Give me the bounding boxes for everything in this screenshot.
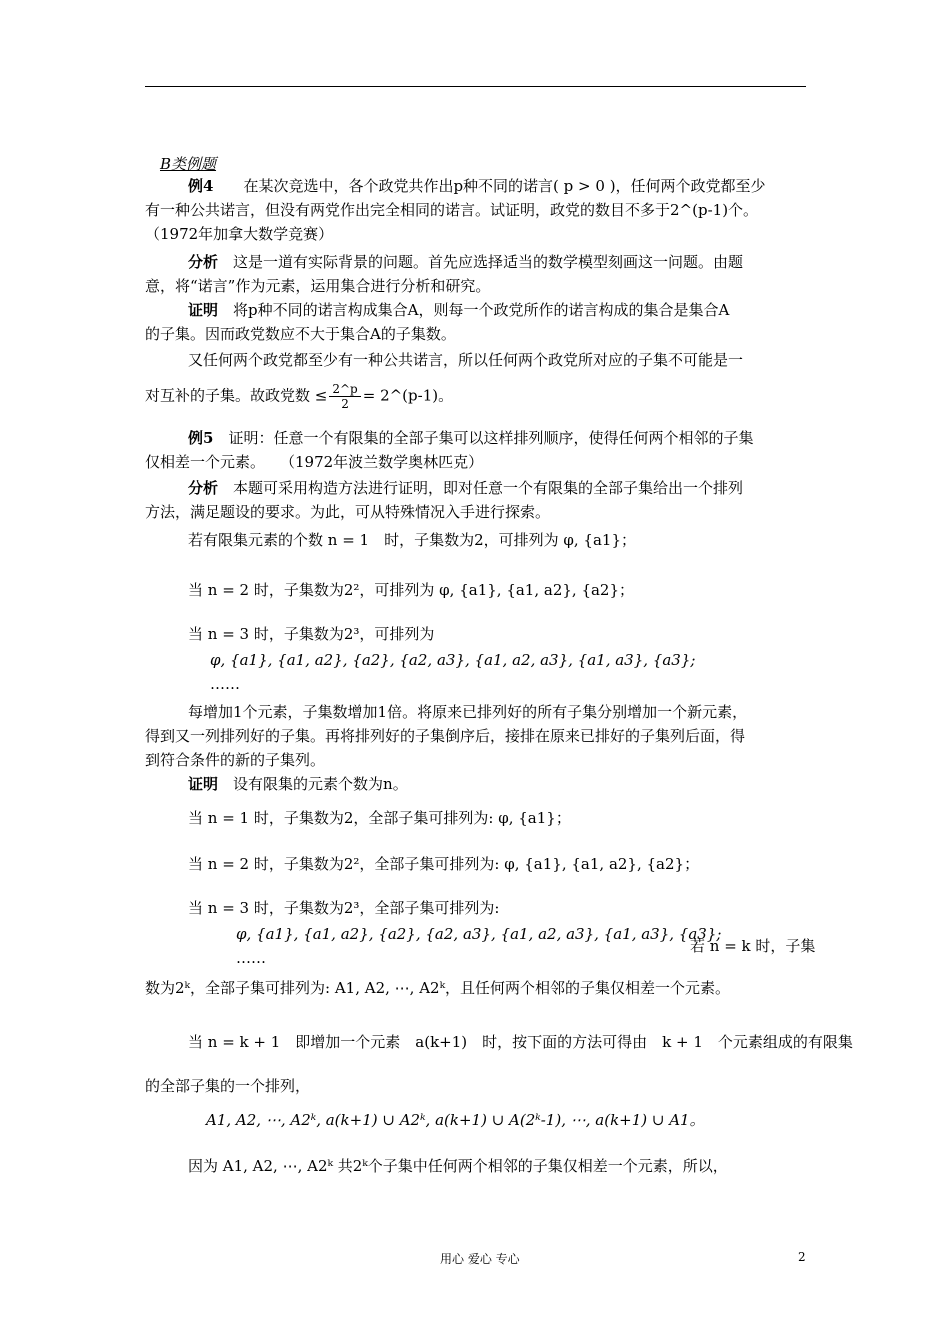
analysis-5-para-3: 到符合条件的新的子集列。 (145, 751, 326, 769)
analysis-5-case-3-sequence: φ, {a1}, {a1, a2}, {a2}, {a2, a3}, {a1, a2, a3}, {a1, a3}, {a3}; (210, 651, 696, 669)
proof-5-dots: …… (236, 949, 266, 967)
footer-center: 用心 爱心 专心 (440, 1252, 520, 1266)
proof-5-case-3: 当 n = 3 时，子集数为2³，全部子集可排列为: (188, 899, 500, 917)
example-5-line-1: 例5 证明：任意一个有限集的全部子集可以这样排列顺序，使得任何两个相邻的子集 (188, 429, 754, 447)
analysis-5-para-1: 每增加1个元素，子集数增加1倍。将原来已排列好的所有子集分别增加一个新元素， (188, 703, 748, 721)
page-number: 2 (798, 1250, 806, 1264)
proof-4-line-4: 对互补的子集。故政党数 ≤ $\frac{2\^{}p}{2}$ = 2^(p-1)。 (145, 382, 454, 411)
proof-5-k1-line: 当 n = k + 1 即增加一个元素 a(k+1) 时，按下面的方法可得由 k + 1 个元素组成的有限集 (188, 1033, 853, 1051)
proof-5-case-2: 当 n = 2 时，子集数为2²，全部子集可排列为: φ, {a1}, {a1, a2}, {a2}； (188, 855, 700, 873)
analysis-5-dots: …… (210, 675, 240, 693)
proof-5-k1-line-2: 的全部子集的一个排列， (145, 1077, 311, 1095)
example-4-line-2: 有一种公共诺言，但没有两党作出完全相同的诺言。试证明，政党的数目不多于2^(p-1)个。 (145, 201, 759, 219)
fraction: $\frac{2\^{}p}{2}$ (329, 382, 360, 411)
proof-5-case-3-sequence: φ, {a1}, {a1, a2}, {a2}, {a2, a3}, {a1, a2, a3}, {a1, a3}, {a3}; (236, 925, 722, 943)
proof-4-line-1: 证明 将p种不同的诺言构成集合A，则每一个政党所作的诺言构成的集合是集合A (188, 301, 730, 319)
example-4-line-1: 例4 在某次竞选中，各个政党共作出p种不同的诺言( p > 0 )，任何两个政党都至少 (188, 177, 766, 195)
proof-4-line-2: 的子集。因而政党数应不大于集合A的子集数。 (145, 325, 456, 343)
proof-5-sequence: A1, A2, ⋯, A2ᵏ, a(k+1) ∪ A2ᵏ, a(k+1) ∪ A(2ᵏ-1), ⋯, a(k+1) ∪ A1。 (206, 1111, 705, 1129)
analysis-5-case-2: 当 n = 2 时，子集数为2²，可排列为 φ, {a1}, {a1, a2}, {a2}； (188, 581, 635, 599)
proof-5-case-1: 当 n = 1 时，子集数为2，全部子集可排列为: φ, {a1}； (188, 809, 571, 827)
analysis-5-case-3: 当 n = 3 时，子集数为2³，可排列为 (188, 625, 435, 643)
proof-5-k-line: 数为2ᵏ，全部子集可排列为: A1, A2, ⋯, A2ᵏ，且任何两个相邻的子集仅相差一个元素。 (145, 979, 731, 997)
analysis-5-line-2: 方法，满足题设的要求。为此，可从特殊情况入手进行探索。 (145, 503, 551, 521)
analysis-5-case-1: 若有限集元素的个数 n = 1 时，子集数为2，可排列为 φ, {a1}； (188, 531, 637, 549)
example-4-source: （1972年加拿大数学竞赛） (145, 225, 334, 243)
section-title: B类例题 (160, 155, 217, 173)
analysis-4-line-1: 分析 这是一道有实际背景的问题。首先应选择适当的数学模型刻画这一问题。由题 (188, 253, 744, 271)
proof-5-k-start: 若 n = k 时，子集 (690, 937, 816, 955)
header-rule (145, 86, 806, 87)
proof-4-line-3: 又任何两个政党都至少有一种公共诺言，所以任何两个政党所对应的子集不可能是一 (188, 351, 744, 369)
analysis-4-line-2: 意，将“诺言”作为元素，运用集合进行分析和研究。 (145, 277, 491, 295)
example-5-line-2: 仅相差一个元素。 （1972年波兰数学奥林匹克） (145, 453, 484, 471)
proof-5-line-0: 证明 设有限集的元素个数为n。 (188, 775, 408, 793)
analysis-5-line-1: 分析 本题可采用构造方法进行证明，即对任意一个有限集的全部子集给出一个排列 (188, 479, 744, 497)
proof-5-last: 因为 A1, A2, ⋯, A2ᵏ 共2ᵏ个子集中任何两个相邻的子集仅相差一个元素，所以， (188, 1157, 728, 1175)
analysis-5-para-2: 得到又一列排列好的子集。再将排列好的子集倒序后，接排在原来已排好的子集列后面，得 (145, 727, 746, 745)
